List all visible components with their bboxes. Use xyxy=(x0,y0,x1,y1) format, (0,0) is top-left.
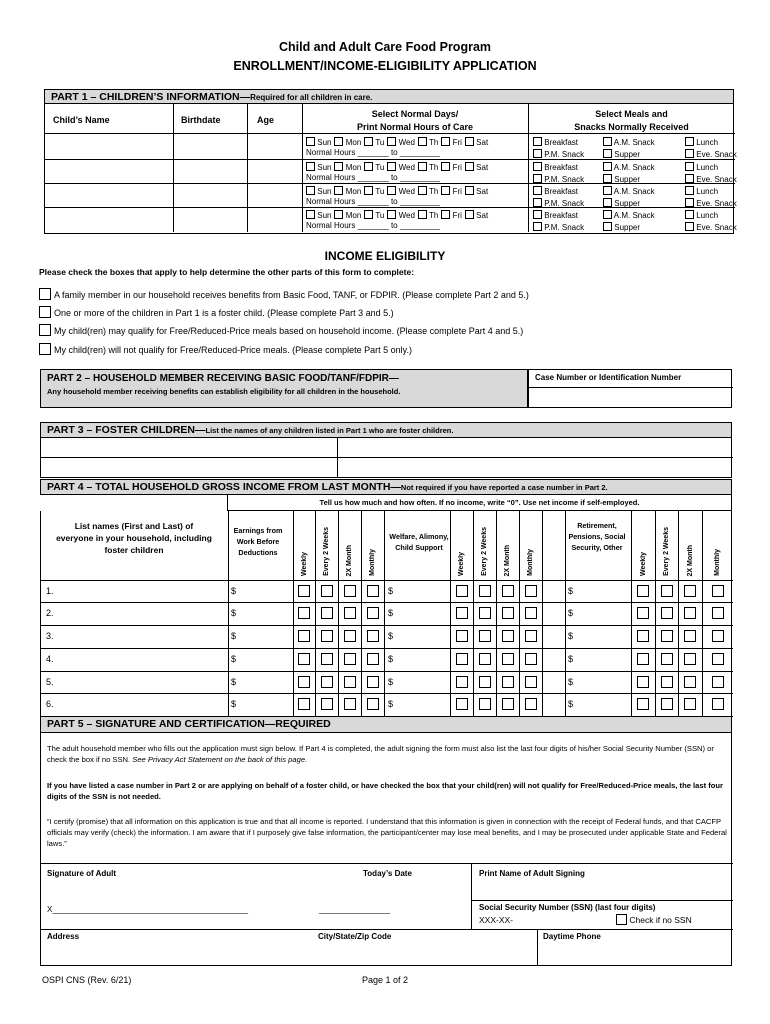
day-checkbox[interactable] xyxy=(441,186,450,195)
amount-field[interactable]: $ xyxy=(388,677,394,687)
day-checkbox[interactable] xyxy=(334,210,343,219)
frequency-checkbox[interactable] xyxy=(479,653,491,665)
day-checkbox[interactable] xyxy=(364,137,373,146)
frequency-checkbox[interactable] xyxy=(502,585,514,597)
frequency-checkbox[interactable] xyxy=(479,585,491,597)
part3-table[interactable] xyxy=(40,438,732,478)
document-subtitle: ENROLLMENT/INCOME-ELIGIBILITY APPLICATION xyxy=(233,59,537,73)
frequency-checkbox[interactable] xyxy=(525,585,537,597)
frequency-checkbox[interactable] xyxy=(712,607,724,619)
frequency-checkbox[interactable] xyxy=(525,698,537,710)
meal-option[interactable]: P.M. Snack xyxy=(533,149,584,159)
part5-para-3: “I certify (promise) that all information on this application is true and that all income is reported. I understand that this information is given in connection with the receipt of Federal funds, and that CACFP officials may verify (check) the information. I am aware that if I purposely give false information, the participant/center may lose meal benefits, and I may be prosecuted under applicable State and Federal laws.” xyxy=(47,817,727,848)
frequency-checkbox[interactable] xyxy=(684,607,696,619)
part1-table xyxy=(44,104,737,234)
meal-checkbox[interactable] xyxy=(603,210,612,219)
frequency-checkbox[interactable] xyxy=(298,630,310,642)
freq-header: Weekly xyxy=(300,552,308,576)
meal-checkbox[interactable] xyxy=(603,162,612,171)
day-checkbox[interactable] xyxy=(387,210,396,219)
amount-field[interactable]: $ xyxy=(231,677,237,687)
date-label: Today’s Date xyxy=(363,869,412,878)
frequency-checkbox[interactable] xyxy=(367,653,379,665)
meal-option[interactable]: Supper xyxy=(603,198,640,208)
income-eligibility-title: INCOME ELIGIBILITY xyxy=(324,249,446,263)
ssn-label: Social Security Number (SSN) (last four digits) xyxy=(479,903,656,912)
earnings-label: Earnings from Work Before Deductions xyxy=(233,526,283,557)
meal-option[interactable]: A.M. Snack xyxy=(603,162,655,172)
frequency-checkbox[interactable] xyxy=(502,630,514,642)
frequency-checkbox[interactable] xyxy=(479,630,491,642)
part5-body xyxy=(40,733,732,966)
frequency-checkbox[interactable] xyxy=(684,630,696,642)
day-checkbox[interactable] xyxy=(418,137,427,146)
day-checkbox[interactable] xyxy=(465,210,474,219)
hours-row[interactable]: Normal Hours _______ to _________ xyxy=(306,197,440,206)
frequency-checkbox[interactable] xyxy=(712,585,724,597)
frequency-checkbox[interactable] xyxy=(525,676,537,688)
meal-option[interactable]: Eve. Snack xyxy=(685,174,737,184)
frequency-checkbox[interactable] xyxy=(479,607,491,619)
col-meals: Select Meals and Snacks Normally Received xyxy=(574,109,689,132)
meal-checkbox[interactable] xyxy=(603,174,612,183)
amount-field[interactable]: $ xyxy=(568,586,574,596)
frequency-checkbox[interactable] xyxy=(298,653,310,665)
day-checkbox[interactable] xyxy=(441,162,450,171)
day-checkbox[interactable] xyxy=(306,210,315,219)
part5-para-2: If you have listed a case number in Part 2 or are applying on behalf of a foster child, or have checked the box that your child(ren) will not qualify for Free/Reduced-Price meals, the last four digits of the SSN is not needed. xyxy=(47,781,723,801)
meal-checkbox[interactable] xyxy=(533,162,542,171)
meal-option[interactable]: Eve. Snack xyxy=(685,222,737,232)
no-ssn-checkbox[interactable] xyxy=(616,914,627,925)
day-checkbox[interactable] xyxy=(387,137,396,146)
part4-title: PART 4 – TOTAL HOUSEHOLD GROSS INCOME FROM LAST MONTH— xyxy=(47,481,401,493)
freq-header: Monthly xyxy=(369,549,376,576)
meal-option[interactable]: Supper xyxy=(603,222,640,232)
frequency-checkbox[interactable] xyxy=(456,676,468,688)
meal-option[interactable]: Breakfast xyxy=(533,137,578,147)
day-selection-row: Sun Mon Tu Wed Th Fri Sat xyxy=(306,162,491,172)
frequency-checkbox[interactable] xyxy=(344,585,356,597)
meal-checkbox[interactable] xyxy=(685,210,694,219)
frequency-checkbox[interactable] xyxy=(367,630,379,642)
col-age: Age xyxy=(257,115,275,125)
page-number: Page 1 of 2 xyxy=(361,975,409,985)
address-label: Address xyxy=(47,932,80,941)
amount-field[interactable]: $ xyxy=(568,631,574,641)
day-checkbox[interactable] xyxy=(441,210,450,219)
day-checkbox[interactable] xyxy=(364,210,373,219)
meal-checkbox[interactable] xyxy=(533,186,542,195)
frequency-checkbox[interactable] xyxy=(344,653,356,665)
frequency-checkbox[interactable] xyxy=(712,630,724,642)
amount-field[interactable]: $ xyxy=(231,586,237,596)
frequency-checkbox[interactable] xyxy=(479,676,491,688)
frequency-checkbox[interactable] xyxy=(298,607,310,619)
frequency-checkbox[interactable] xyxy=(298,676,310,688)
meal-checkbox[interactable] xyxy=(603,186,612,195)
amount-field[interactable]: $ xyxy=(388,586,394,596)
freq-header: Weekly xyxy=(639,552,647,576)
signature-label: Signature of Adult xyxy=(47,869,117,878)
amount-field[interactable]: $ xyxy=(231,654,237,664)
part1-note: Required for all children in care. xyxy=(250,93,373,102)
amount-field[interactable]: $ xyxy=(388,631,394,641)
frequency-checkbox[interactable] xyxy=(661,585,673,597)
day-checkbox[interactable] xyxy=(334,186,343,195)
frequency-checkbox[interactable] xyxy=(298,585,310,597)
amount-field[interactable]: $ xyxy=(568,699,574,709)
frequency-checkbox[interactable] xyxy=(637,630,649,642)
frequency-checkbox[interactable] xyxy=(456,630,468,642)
option-checkbox[interactable] xyxy=(39,288,51,300)
print-name-label: Print Name of Adult Signing xyxy=(479,869,585,878)
frequency-checkbox[interactable] xyxy=(344,630,356,642)
amount-field[interactable]: $ xyxy=(568,654,574,664)
day-checkbox[interactable] xyxy=(306,162,315,171)
frequency-checkbox[interactable] xyxy=(456,585,468,597)
frequency-checkbox[interactable] xyxy=(637,698,649,710)
frequency-checkbox[interactable] xyxy=(502,607,514,619)
frequency-checkbox[interactable] xyxy=(661,698,673,710)
household-member-row-number: 1. xyxy=(46,586,54,596)
frequency-checkbox[interactable] xyxy=(321,585,333,597)
col-childs-name: Child’s Name xyxy=(53,115,110,125)
meal-checkbox[interactable] xyxy=(533,174,542,183)
amount-field[interactable]: $ xyxy=(231,631,237,641)
meal-checkbox[interactable] xyxy=(603,137,612,146)
option-checkbox[interactable] xyxy=(39,324,51,336)
income-option-4[interactable]: My child(ren) will not qualify for Free/Reduced-Price meals. (Please complete Part 5 only.) xyxy=(39,343,412,355)
frequency-checkbox[interactable] xyxy=(367,698,379,710)
frequency-checkbox[interactable] xyxy=(661,630,673,642)
day-checkbox[interactable] xyxy=(364,162,373,171)
date-line[interactable]: ________________ xyxy=(319,905,391,914)
meal-option[interactable]: P.M. Snack xyxy=(533,174,584,184)
no-ssn-option[interactable]: Check if no SSN xyxy=(616,914,692,925)
frequency-checkbox[interactable] xyxy=(321,607,333,619)
frequency-checkbox[interactable] xyxy=(456,698,468,710)
part2-header xyxy=(40,369,528,408)
option-checkbox[interactable] xyxy=(39,306,51,318)
day-checkbox[interactable] xyxy=(418,186,427,195)
part2-title: PART 2 – HOUSEHOLD MEMBER RECEIVING BASIC FOOD/TANF/FDPIR— xyxy=(47,373,399,384)
meal-checkbox[interactable] xyxy=(685,222,694,231)
frequency-checkbox[interactable] xyxy=(502,698,514,710)
frequency-checkbox[interactable] xyxy=(525,630,537,642)
meal-checkbox[interactable] xyxy=(533,210,542,219)
part5-para-1: The adult household member who fills out the application must sign below. If Part 4 is completed, the adult signing the form must also list the last four digits of his/her Social Security Number (SSN) or check the box if no SSN. See Privacy Act Statement on the back of this page. xyxy=(47,744,714,764)
day-checkbox[interactable] xyxy=(441,137,450,146)
frequency-checkbox[interactable] xyxy=(321,676,333,688)
freq-header: Every 2 Weeks xyxy=(323,527,330,576)
frequency-checkbox[interactable] xyxy=(456,653,468,665)
col-days: Select Normal Days/ Print Normal Hours of Care xyxy=(356,109,474,132)
meal-option[interactable]: Supper xyxy=(603,149,640,159)
frequency-checkbox[interactable] xyxy=(661,607,673,619)
freq-header: Monthly xyxy=(527,549,534,576)
freq-header: 2X Month xyxy=(346,544,353,576)
frequency-checkbox[interactable] xyxy=(367,585,379,597)
ssn-value[interactable]: XXX-XX- xyxy=(479,915,514,925)
phone-label: Daytime Phone xyxy=(543,932,601,941)
meal-option[interactable]: Eve. Snack xyxy=(685,198,737,208)
part3-title: PART 3 – FOSTER CHILDREN— xyxy=(47,424,206,436)
hours-row[interactable]: Normal Hours _______ to _________ xyxy=(306,221,440,230)
part5-header: PART 5 – SIGNATURE AND CERTIFICATION—REQUIRED xyxy=(40,716,732,733)
hours-row[interactable]: Normal Hours _______ to _________ xyxy=(306,173,440,182)
day-checkbox[interactable] xyxy=(387,162,396,171)
income-option-3[interactable]: My child(ren) may qualify for Free/Reduced-Price meals based on household income. (Please complete Part 4 and 5.) xyxy=(39,324,523,336)
part1-title: PART 1 – CHILDREN’S INFORMATION— xyxy=(51,91,251,103)
city-label: City/State/Zip Code xyxy=(318,932,392,941)
part4-header xyxy=(40,479,732,495)
welfare-label: Welfare, Alimony, Child Support xyxy=(389,532,449,552)
frequency-checkbox[interactable] xyxy=(479,698,491,710)
document-title: Child and Adult Care Food Program xyxy=(278,40,492,54)
amount-field[interactable]: $ xyxy=(388,654,394,664)
day-selection-row: Sun Mon Tu Wed Th Fri Sat xyxy=(306,137,491,147)
frequency-checkbox[interactable] xyxy=(637,676,649,688)
frequency-checkbox[interactable] xyxy=(502,676,514,688)
day-checkbox[interactable] xyxy=(465,162,474,171)
frequency-checkbox[interactable] xyxy=(456,607,468,619)
meal-option[interactable]: Lunch xyxy=(685,137,718,147)
frequency-checkbox[interactable] xyxy=(661,653,673,665)
meal-option[interactable]: Lunch xyxy=(685,186,718,196)
case-number-label: Case Number or Identification Number xyxy=(535,373,682,382)
amount-field[interactable]: $ xyxy=(231,608,237,618)
household-member-row-number: 4. xyxy=(46,654,54,664)
freq-header: 2X Month xyxy=(504,544,511,576)
meal-checkbox[interactable] xyxy=(533,222,542,231)
frequency-checkbox[interactable] xyxy=(321,653,333,665)
freq-header: Weekly xyxy=(458,552,465,576)
day-selection-row: Sun Mon Tu Wed Th Fri Sat xyxy=(306,210,491,220)
meal-checkbox[interactable] xyxy=(685,149,694,158)
frequency-checkbox[interactable] xyxy=(637,585,649,597)
frequency-checkbox[interactable] xyxy=(684,585,696,597)
freq-header: Every 2 Weeks xyxy=(663,527,670,576)
income-option-1[interactable]: A family member in our household receives benefits from Basic Food, TANF, or FDPIR. (Please complete Part 2 and 5.) xyxy=(39,288,529,300)
meal-option[interactable]: Lunch xyxy=(685,210,718,220)
meal-option[interactable]: A.M. Snack xyxy=(603,137,655,147)
frequency-checkbox[interactable] xyxy=(712,698,724,710)
meal-option[interactable]: Breakfast xyxy=(533,162,578,172)
income-option-2[interactable]: One or more of the children in Part 1 is a foster child. (Please complete Part 3 and 5.) xyxy=(39,306,394,318)
meal-checkbox[interactable] xyxy=(533,198,542,207)
case-number-box[interactable] xyxy=(528,369,732,408)
hours-row[interactable]: Normal Hours _______ to _________ xyxy=(306,148,440,157)
frequency-checkbox[interactable] xyxy=(367,676,379,688)
meal-checkbox[interactable] xyxy=(603,198,612,207)
meal-checkbox[interactable] xyxy=(685,186,694,195)
household-member-row-number: 5. xyxy=(46,677,54,687)
frequency-checkbox[interactable] xyxy=(637,607,649,619)
frequency-checkbox[interactable] xyxy=(712,653,724,665)
part2-note: Any household member receiving benefits can establish eligibility for all children in the household. xyxy=(47,387,401,396)
meal-checkbox[interactable] xyxy=(685,198,694,207)
frequency-checkbox[interactable] xyxy=(344,676,356,688)
frequency-checkbox[interactable] xyxy=(684,676,696,688)
retirement-label: Retirement, Pensions, Social Security, Other xyxy=(568,521,626,552)
amount-field[interactable]: $ xyxy=(568,608,574,618)
day-checkbox[interactable] xyxy=(334,137,343,146)
part3-header xyxy=(40,422,732,438)
form-id: OSPI CNS (Rev. 6/21) xyxy=(42,975,132,985)
meal-checkbox[interactable] xyxy=(685,137,694,146)
meal-option[interactable]: Eve. Snack xyxy=(685,149,737,159)
meal-checkbox[interactable] xyxy=(533,149,542,158)
day-checkbox[interactable] xyxy=(334,162,343,171)
meal-option[interactable]: Lunch xyxy=(685,162,718,172)
frequency-checkbox[interactable] xyxy=(684,698,696,710)
frequency-checkbox[interactable] xyxy=(321,630,333,642)
day-selection-row: Sun Mon Tu Wed Th Fri Sat xyxy=(306,186,491,196)
meal-option[interactable]: A.M. Snack xyxy=(603,186,655,196)
frequency-checkbox[interactable] xyxy=(661,676,673,688)
freq-header: Monthly xyxy=(714,549,721,576)
part4-subheader: Tell us how much and how often. If no income, write “0”. Use net income if self-employed. xyxy=(227,495,732,511)
meal-option[interactable]: Breakfast xyxy=(533,186,578,196)
names-label: List names (First and Last) of everyone in your household, including foster children xyxy=(56,521,212,555)
day-checkbox[interactable] xyxy=(418,210,427,219)
day-checkbox[interactable] xyxy=(306,137,315,146)
meal-checkbox[interactable] xyxy=(533,137,542,146)
meal-option[interactable]: P.M. Snack xyxy=(533,198,584,208)
meal-checkbox[interactable] xyxy=(685,174,694,183)
household-member-row-number: 6. xyxy=(46,699,54,709)
freq-header: 2X Month xyxy=(686,544,694,576)
part1-header xyxy=(44,89,734,104)
day-checkbox[interactable] xyxy=(306,186,315,195)
part4-table xyxy=(40,511,732,716)
household-member-row-number: 2. xyxy=(46,608,54,618)
amount-field[interactable]: $ xyxy=(388,608,394,618)
day-checkbox[interactable] xyxy=(364,186,373,195)
meal-option[interactable]: Breakfast xyxy=(533,210,578,220)
freq-header: Every 2 Weeks xyxy=(481,527,488,576)
amount-field[interactable]: $ xyxy=(231,699,237,709)
frequency-checkbox[interactable] xyxy=(684,653,696,665)
day-checkbox[interactable] xyxy=(465,137,474,146)
part4-note: Not required if you have reported a case number in Part 2. xyxy=(400,483,608,492)
col-birthdate: Birthdate xyxy=(181,115,221,125)
meal-option[interactable]: A.M. Snack xyxy=(603,210,655,220)
frequency-checkbox[interactable] xyxy=(344,607,356,619)
meal-checkbox[interactable] xyxy=(603,149,612,158)
meal-option[interactable]: P.M. Snack xyxy=(533,222,584,232)
frequency-checkbox[interactable] xyxy=(637,653,649,665)
meal-checkbox[interactable] xyxy=(685,162,694,171)
frequency-checkbox[interactable] xyxy=(367,607,379,619)
part3-note: List the names of any children listed in Part 1 who are foster children. xyxy=(205,426,454,435)
frequency-checkbox[interactable] xyxy=(502,653,514,665)
option-checkbox[interactable] xyxy=(39,343,51,355)
day-checkbox[interactable] xyxy=(418,162,427,171)
income-instruction: Please check the boxes that apply to help determine the other parts of this form to complete: xyxy=(39,267,415,277)
frequency-checkbox[interactable] xyxy=(525,607,537,619)
amount-field[interactable]: $ xyxy=(568,677,574,687)
signature-line[interactable]: X____________________________________________ xyxy=(47,905,249,914)
frequency-checkbox[interactable] xyxy=(344,698,356,710)
day-checkbox[interactable] xyxy=(465,186,474,195)
household-member-row-number: 3. xyxy=(46,631,54,641)
day-checkbox[interactable] xyxy=(387,186,396,195)
frequency-checkbox[interactable] xyxy=(525,653,537,665)
meal-checkbox[interactable] xyxy=(603,222,612,231)
frequency-checkbox[interactable] xyxy=(321,698,333,710)
amount-field[interactable]: $ xyxy=(388,699,394,709)
frequency-checkbox[interactable] xyxy=(298,698,310,710)
meal-option[interactable]: Supper xyxy=(603,174,640,184)
frequency-checkbox[interactable] xyxy=(712,676,724,688)
